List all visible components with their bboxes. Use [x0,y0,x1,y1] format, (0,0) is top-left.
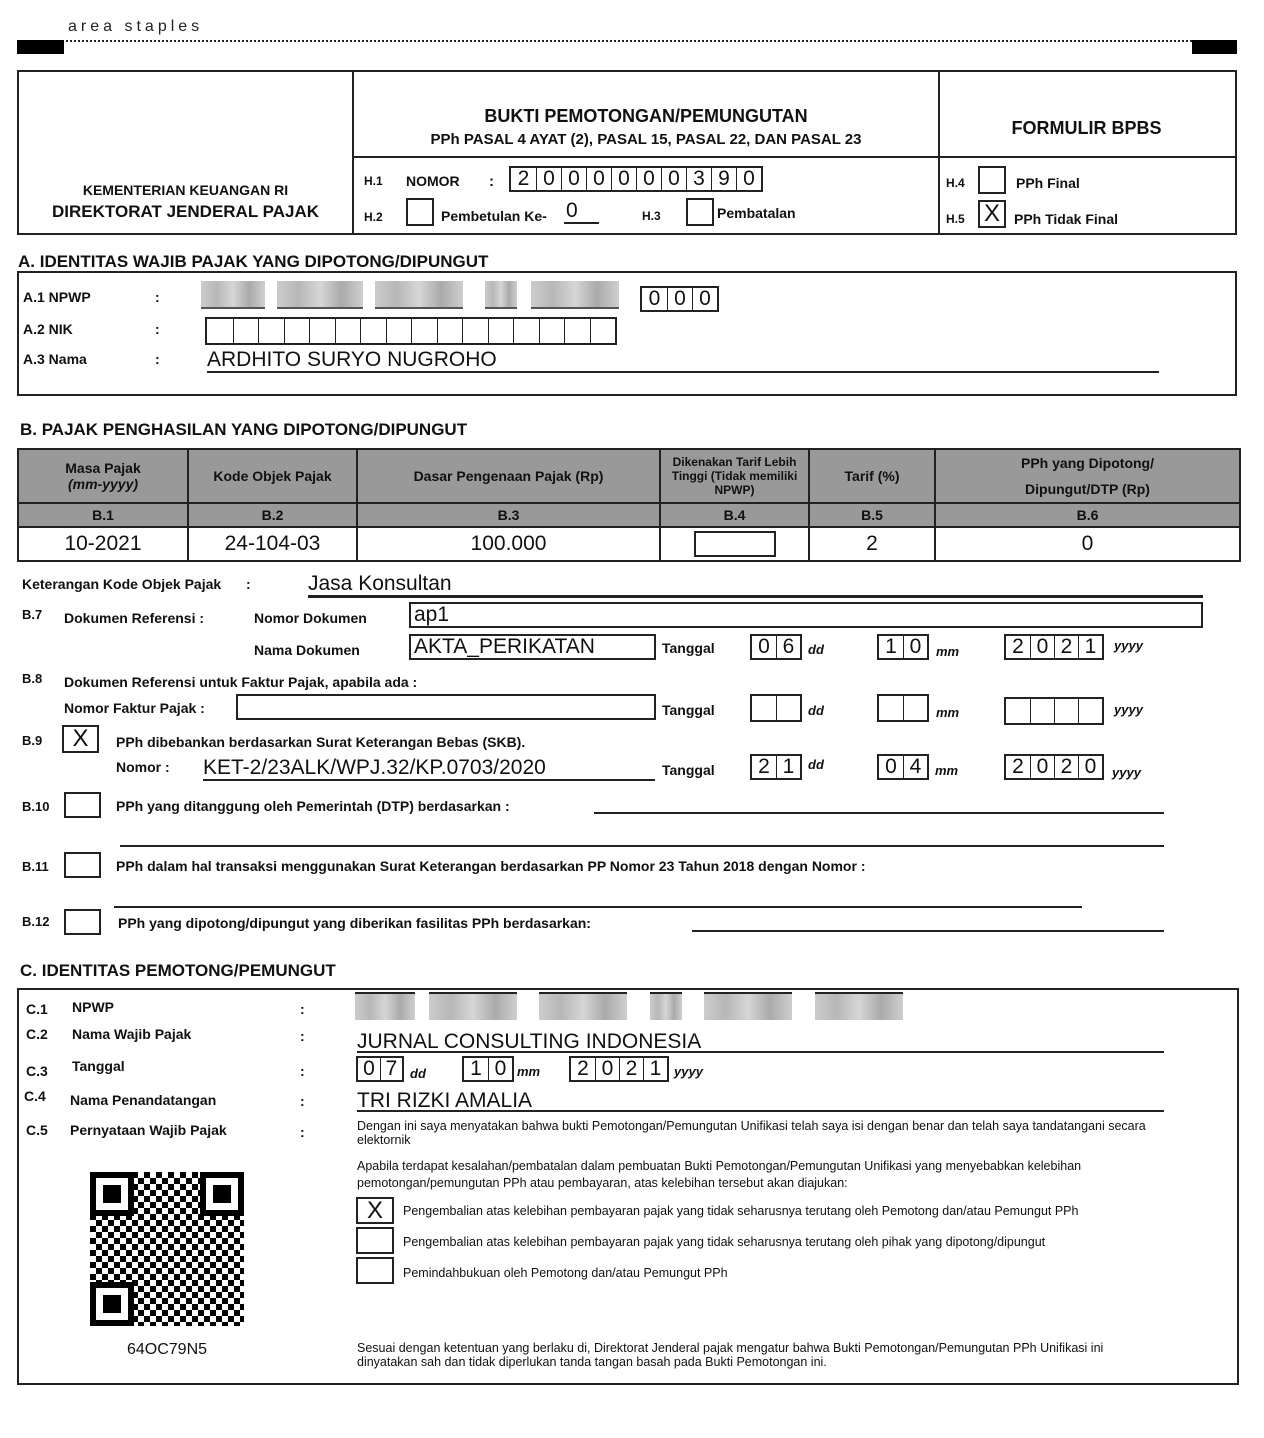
digit: 2 [619,1058,643,1080]
npwp-digit: 0 [667,288,692,310]
form-header [17,70,1237,235]
digit [776,696,800,720]
digit: 0 [758,635,770,658]
nik-digit [207,319,233,343]
form-name-block [940,72,1235,158]
npwp-digit: 0 [692,288,717,310]
kode-objek-cell: 24-104-03 [188,527,357,561]
digit: 0 [595,1058,619,1080]
nomor-digit: 3 [686,168,711,190]
skb-nomor-value[interactable]: KET-2/23ALK/WPJ.32/KP.0703/2020 [203,756,655,781]
b7-dd[interactable] [750,634,802,660]
nik-digits[interactable] [205,317,617,345]
c1-label: NPWP [72,999,114,1015]
yyyy-label: yyyy [1112,765,1141,780]
nik-digit [309,319,335,343]
keterangan-label: Keterangan Kode Objek Pajak [22,576,222,592]
c5-code: C.5 [26,1122,48,1138]
qr-finder [90,1282,134,1326]
col-code: B.2 [188,503,357,527]
colon: : [300,1124,305,1140]
nik-digit [564,319,590,343]
skb-nomor-label: Nomor : [116,759,170,775]
digit: 0 [885,755,897,778]
fasilitas-line[interactable] [692,930,1164,932]
option-1-checkbox[interactable]: X [356,1197,394,1224]
nama-wajib-pajak-value[interactable]: JURNAL CONSULTING INDONESIA [357,1030,1164,1053]
form-title: BUKTI PEMOTONGAN/PEMUNGUTAN [484,106,808,126]
colon: : [246,576,251,592]
nama-dokumen-label: Nama Dokumen [254,642,360,658]
colon: : [155,321,160,337]
fasilitas-checkbox[interactable] [64,909,101,935]
pp23-line[interactable] [114,906,1082,908]
digit [903,696,927,720]
col-subheader: (mm-yyyy) [67,476,139,492]
b8-code: B.8 [22,671,43,686]
qr-finder [90,1172,134,1216]
digit: 2 [758,755,770,778]
h1-code: H.1 [364,174,383,188]
col-tarif-tinggi: Dikenakan Tarif Lebih Tinggi (Tidak memiliki NPWP) [660,449,809,503]
section-a-title: A. IDENTITAS WAJIB PAJAK YANG DIPOTONG/DIPUNGUT [18,252,489,271]
c4-code: C.4 [24,1088,46,1104]
dtp-label: PPh yang ditanggung oleh Pemerintah (DTP) berdasarkan : [116,798,510,814]
h2-code: H.2 [364,210,383,224]
digit: 0 [488,1058,512,1080]
b9-dd[interactable] [750,754,802,780]
c3-label: Tanggal [72,1058,125,1074]
pembetulan-checkbox[interactable] [406,198,434,226]
pembatalan-checkbox[interactable] [686,198,714,226]
b8-mm[interactable] [877,694,929,722]
nik-digit [258,319,284,343]
pph-table [17,448,1241,562]
nomor-digit: 0 [561,168,586,190]
dd-label: dd [410,1066,426,1081]
nik-digit [488,319,514,343]
dd-label: dd [808,703,824,718]
npwp-redacted [201,281,265,309]
nik-digit [513,319,539,343]
tarif-cell: 2 [809,527,935,561]
digit: 2 [577,1057,589,1080]
tanggal-label: Tanggal [662,762,715,778]
statement-text: Dengan ini saya menyatakan bahwa bukti Pemotongan/Pemungutan Unifikasi telah saya isi dengan benar dan telah saya tandatangani secara elektornik [357,1119,1146,1147]
colon: : [300,1028,305,1044]
dpp-cell: 100.000 [357,527,660,561]
nomor-digit: 0 [586,168,611,190]
digit: 2 [1012,755,1024,778]
nomor-digit: 9 [711,168,736,190]
nomor-digit: 0 [736,168,761,190]
npwp-pemotong-redacted [429,992,517,1020]
b9-yyyy[interactable] [1004,754,1104,780]
mm-label: mm [935,763,959,778]
npwp-redacted [485,281,517,309]
mm-label: mm [936,644,960,659]
qr-finder [200,1172,244,1216]
col-dpp: Dasar Pengenaan Pajak (Rp) [357,449,660,503]
c3-dd[interactable] [356,1056,404,1082]
b7-code: B.7 [22,607,43,622]
pph-final-label: PPh Final [1016,175,1080,191]
tarif-tinggi-checkbox[interactable] [694,531,776,557]
ministry-name: KEMENTERIAN KEUANGAN RI [82,182,289,198]
pp23-label: PPh dalam hal transaksi menggunakan Surat Keterangan berdasarkan PP Nomor 23 Tahun 2018 dengan Nomor : [116,858,866,874]
h3-code: H.3 [642,209,661,223]
b8-yyyy[interactable] [1004,697,1104,725]
staple-marker-right [1192,40,1237,54]
nama-value[interactable]: ARDHITO SURYO NUGROHO [207,348,1159,373]
nomor-faktur-label: Nomor Faktur Pajak : [64,700,205,716]
nomor-faktur-input[interactable] [236,694,656,720]
option-2-label: Pengembalian atas kelebihan pembayaran pajak yang tidak seharusnya terutang oleh pihak yang dipotong/dipungut [403,1235,1046,1249]
nik-digit [539,319,565,343]
nik-digit [335,319,361,343]
nik-digit [360,319,386,343]
nomor-block [354,158,940,233]
tarif-tinggi-cell [660,527,809,561]
nomor-digit: 0 [661,168,686,190]
b7-yyyy[interactable] [1004,634,1104,660]
b9-code: B.9 [22,733,43,748]
npwp-pemotong-redacted [650,992,682,1020]
c5-label: Pernyataan Wajib Pajak [70,1122,227,1138]
npwp-redacted [375,281,463,309]
nomor-dokumen-input[interactable]: ap1 [409,602,1203,628]
nomor-digit: 0 [611,168,636,190]
dtp-line-2[interactable] [120,845,1164,847]
h5-code: H.5 [946,212,965,226]
colon: : [300,1093,305,1109]
h4-code: H.4 [946,176,965,190]
pembetulan-value[interactable]: 0 [564,200,599,224]
b9-mm[interactable] [877,754,929,780]
digit [1030,699,1054,723]
pph-cell: 0 [935,527,1240,561]
nik-digit [386,319,412,343]
colon: : [155,289,160,305]
npwp-pemotong-redacted [704,992,792,1020]
digit: 1 [776,756,800,778]
nomor-dokumen-label: Nomor Dokumen [254,610,367,626]
nama-dokumen-input[interactable]: AKTA_PERIKATAN [409,634,656,660]
npwp-redacted [531,281,619,309]
digit: 1 [643,1058,667,1080]
footer-note: Sesuai dengan ketentuan yang berlaku di, Direktorat Jenderal pajak mengatur bahwa Bukti Pemotongan/Pemungutan PPh Unifikasi ini dinyatakan sah dan tidak diperlukan tanda tangan basah pada Bukti Pemotongan ini. [357,1341,1104,1369]
colon: : [489,173,494,190]
directorate-name: DIREKTORAT JENDERAL PAJAK [52,202,319,221]
c3-code: C.3 [26,1063,48,1079]
col-code: B.3 [357,503,660,527]
col-code: B.1 [18,503,188,527]
digit: 1 [885,635,897,658]
form-title-block [354,72,940,158]
yyyy-label: yyyy [674,1064,703,1079]
tanggal-label: Tanggal [662,702,715,718]
pph-type-block [940,158,1235,233]
b7-mm[interactable] [877,634,929,660]
col-code: B.6 [935,503,1240,527]
digit: 0 [363,1057,375,1080]
nomor-digit: 0 [636,168,661,190]
pph-tidak-final-checkbox[interactable]: X [978,200,1006,228]
nomor-digit: 0 [536,168,561,190]
nik-digit [411,319,437,343]
nik-label: A.2 NIK [23,321,73,337]
digit: 7 [380,1058,402,1080]
pembatalan-label: Pembatalan [717,205,796,221]
section-a-box [17,271,1237,396]
nik-digit [462,319,488,343]
qr-code-text: 64OC79N5 [126,1341,208,1358]
digit [752,696,776,720]
pembetulan-label: Pembetulan Ke- [441,208,547,224]
nik-digit [590,319,616,343]
colon: : [300,1001,305,1017]
staples-dotted-line [18,40,1236,42]
col-kode-objek: Kode Objek Pajak [188,449,357,503]
digit [879,696,903,720]
nomor-label: NOMOR [406,173,460,189]
b8-label: Dokumen Referensi untuk Faktur Pajak, apabila ada : [64,674,418,690]
nik-digit [233,319,259,343]
npwp-suffix[interactable] [640,286,719,312]
tanggal-label: Tanggal [662,640,715,656]
dd-label: dd [808,757,824,772]
digit: 0 [903,636,927,658]
pp23-checkbox[interactable] [64,852,101,878]
digit: 6 [776,636,800,658]
digit: 2 [1054,756,1078,778]
colon: : [155,351,160,367]
dtp-line-1[interactable] [594,812,1164,814]
col-pph: PPh yang Dipotong/ Dipungut/DTP (Rp) [935,449,1240,503]
c1-code: C.1 [26,1001,48,1017]
dtp-checkbox[interactable] [64,792,101,818]
c3-yyyy[interactable] [569,1056,669,1082]
digit: 0 [1030,756,1054,778]
mm-label: mm [936,705,960,720]
option-3-label: Pemindahbukuan oleh Pemotong dan/atau Pemungut PPh [403,1266,728,1280]
col-header: Masa Pajak [65,460,141,476]
col-code: B.5 [809,503,935,527]
pph-final-checkbox[interactable] [978,166,1006,194]
digit: 2 [1054,636,1078,658]
digit [1006,699,1030,723]
dd-label: dd [808,642,824,657]
digit: 4 [903,756,927,778]
yyyy-label: yyyy [1114,702,1143,717]
skb-label: PPh dibebankan berdasarkan Surat Keterangan Bebas (SKB). [116,734,526,750]
apabila-text: Apabila terdapat kesalahan/pembatalan dalam pembuatan Bukti Pemotongan/Pemungutan Unifikasi yang menyebabkan kelebihan pemotongan/pemungutan PPh atau pembayaran, atas kelebihan tersebut akan diajukan: [357,1159,1082,1190]
npwp-redacted [277,281,363,309]
col-code: B.4 [660,503,809,527]
qr-code-icon [90,1172,244,1326]
form-name: FORMULIR BPBS [1011,118,1162,138]
c2-code: C.2 [26,1026,48,1042]
nik-digit [284,319,310,343]
nama-label: A.3 Nama [23,351,87,367]
form-subtitle: PPh PASAL 4 AYAT (2), PASAL 15, PASAL 22, DAN PASAL 23 [430,131,862,148]
keterangan-value[interactable]: Jasa Konsultan [308,572,1203,598]
c4-label: Nama Penandatangan [70,1092,217,1108]
digit: 0 [1030,636,1054,658]
npwp-pemotong-redacted [815,992,903,1020]
mm-label: mm [517,1064,541,1079]
nik-digit [437,319,463,343]
colon: : [300,1063,305,1079]
b8-dd[interactable] [750,694,802,722]
b10-code: B.10 [22,799,50,814]
nomor-digits[interactable] [509,166,763,192]
skb-checkbox[interactable]: X [62,725,99,753]
npwp-pemotong-redacted [539,992,627,1020]
fasilitas-label: PPh yang dipotong/dipungut yang diberikan fasilitas PPh berdasarkan: [118,915,591,931]
digit: 2 [1012,635,1024,658]
staples-area-label: area staples [68,18,204,35]
col-tarif: Tarif (%) [809,449,935,503]
b7-label: Dokumen Referensi : [64,610,205,626]
npwp-label: A.1 NPWP [23,289,91,305]
yyyy-label: yyyy [1114,638,1143,653]
issuer-block [19,72,354,233]
b11-code: B.11 [22,859,49,874]
c3-mm[interactable] [462,1056,514,1082]
option-3-checkbox[interactable] [356,1257,394,1284]
section-c-title: C. IDENTITAS PEMOTONG/PEMUNGUT [20,961,336,980]
npwp-digit: 0 [648,287,661,310]
option-1-label: Pengembalian atas kelebihan pembayaran pajak yang tidak seharusnya terutang oleh Pemotong dan/atau Pemungut PPh [403,1204,1079,1218]
table-row [18,527,1240,561]
col-masa-pajak [18,449,188,503]
nomor-digit: 2 [517,167,530,190]
staple-marker-left [17,40,64,54]
digit: 1 [470,1057,482,1080]
masa-pajak-cell: 10-2021 [18,527,188,561]
option-2-checkbox[interactable] [356,1227,394,1254]
b12-code: B.12 [22,914,50,929]
c2-label: Nama Wajib Pajak [72,1026,192,1042]
digit: 1 [1078,636,1102,658]
npwp-pemotong-redacted [355,992,415,1020]
section-b-title: B. PAJAK PENGHASILAN YANG DIPOTONG/DIPUNGUT [20,420,468,439]
nama-penandatangan-value[interactable]: TRI RIZKI AMALIA [357,1089,1164,1112]
digit: 0 [1078,756,1102,778]
digit [1078,699,1102,723]
pph-tidak-final-label: PPh Tidak Final [1014,211,1118,227]
digit [1054,699,1078,723]
